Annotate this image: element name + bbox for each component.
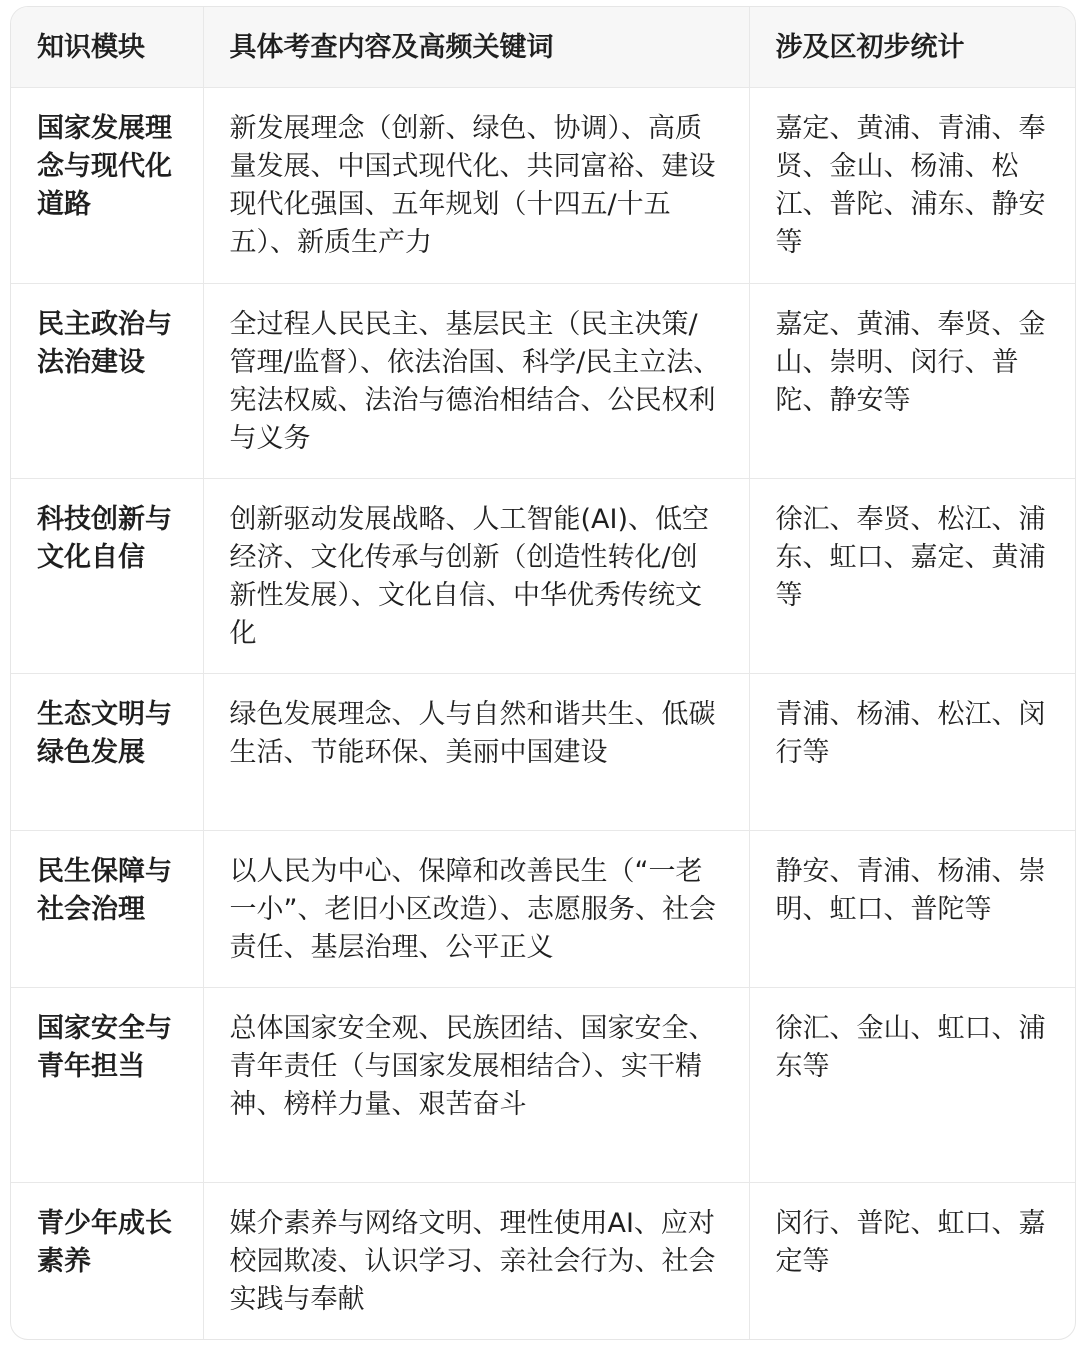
header-districts: 涉及区初步统计 (749, 7, 1075, 87)
content-cell: 媒介素养与网络文明、理性使用AI、应对校园欺凌、认识学习、亲社会行为、社会实践与奉献 (203, 1182, 749, 1340)
module-cell: 民生保障与社会治理 (11, 830, 203, 987)
table-row (11, 1182, 1075, 1340)
header-content: 具体考查内容及高频关键词 (203, 7, 749, 87)
content-cell: 绿色发展理念、人与自然和谐共生、低碳生活、节能环保、美丽中国建设 (203, 673, 749, 830)
module-cell: 民主政治与法治建设 (11, 283, 203, 478)
districts-cell: 闵行、普陀、虹口、嘉定等 (775, 1207, 1046, 1277)
table-row (11, 87, 1075, 283)
keyword-table (11, 7, 1075, 1340)
districts-cell: 嘉定、黄浦、青浦、奉贤、金山、杨浦、松江、普陀、浦东、静安等 (749, 87, 1075, 283)
module-cell: 生态文明与绿色发展 (11, 673, 203, 830)
header-module: 知识模块 (11, 7, 203, 87)
module-cell: 国家发展理念与现代化道路 (11, 87, 203, 283)
table-row (11, 673, 1075, 830)
table-row (11, 830, 1075, 987)
keyword-table-card (10, 6, 1076, 1340)
districts-cell: 徐汇、奉贤、松江、浦东、虹口、嘉定、黄浦等 (749, 478, 1075, 673)
districts-cell: 青浦、杨浦、松江、闵行等 (749, 673, 1075, 830)
districts-cell: 嘉定、黄浦、奉贤、金山、崇明、闵行、普陀、静安等 (749, 283, 1075, 478)
module-cell: 科技创新与文化自信 (11, 478, 203, 673)
content-cell: 创新驱动发展战略、人工智能(AI)、低空经济、文化传承与创新（创造性转化/创新性发展）、文化自信、中华优秀传统文化 (203, 478, 749, 673)
content-cell: 以人民为中心、保障和改善民生（“一老一小”、老旧小区改造）、志愿服务、社会责任、基层治理、公平正义 (203, 830, 749, 987)
table-header-row (11, 7, 1075, 87)
module-cell: 青少年成长素养 (11, 1182, 203, 1340)
content-cell: 全过程人民民主、基层民主（民主决策/管理/监督）、依法治国、科学/民主立法、宪法权威、法治与德治相结合、公民权利与义务 (203, 283, 749, 478)
districts-cell: 静安、青浦、杨浦、崇明、虹口、普陀等 (749, 830, 1075, 987)
content-cell: 新发展理念（创新、绿色、协调）、高质量发展、中国式现代化、共同富裕、建设现代化强国、五年规划（十四五/十五五）、新质生产力 (203, 87, 749, 283)
table-row (11, 478, 1075, 673)
table-row (11, 283, 1075, 478)
module-cell: 国家安全与青年担当 (11, 987, 203, 1182)
content-cell: 总体国家安全观、民族团结、国家安全、青年责任（与国家发展相结合）、实干精神、榜样力量、艰苦奋斗 (203, 987, 749, 1182)
table-row (11, 987, 1075, 1182)
districts-cell: 徐汇、金山、虹口、浦东等 (749, 987, 1075, 1182)
